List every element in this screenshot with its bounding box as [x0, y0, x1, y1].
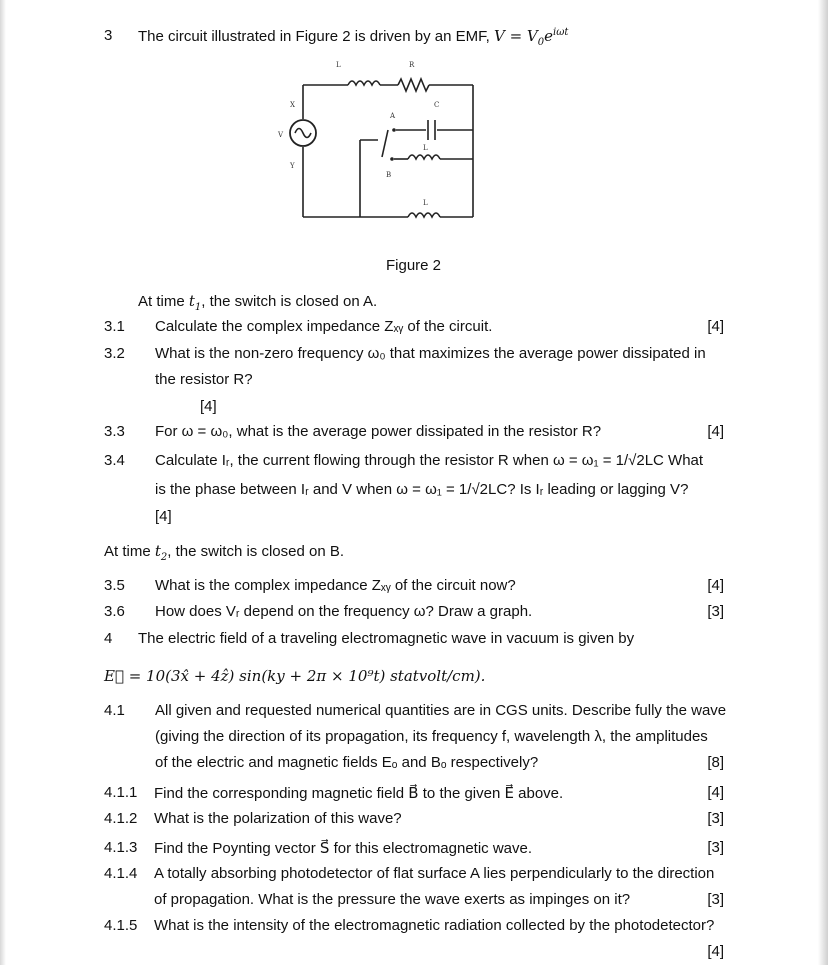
emf-formula [493, 27, 569, 48]
page-shadow-left [0, 0, 6, 965]
item-4-1-5-text: What is the intensity of the electromagnetic radiation collected by the photodetector? [154, 917, 715, 934]
item-3-5-number: 3.5 [104, 577, 125, 594]
emf-formula-sup: iωt [553, 27, 569, 38]
switch-a-var: t [188, 292, 195, 310]
item-4-1-2-mark: [3] [707, 810, 724, 827]
resistor [398, 79, 429, 91]
item-4-1-2-text: What is the polarization of this wave? [154, 810, 402, 827]
item-4-1-3-mark: [3] [707, 839, 724, 856]
item-4-1-4-line1: A totally absorbing photodetector of flat surface A lies perpendicularly to the direction [154, 865, 715, 882]
page-shadow-right [818, 0, 828, 965]
label-b: B [386, 171, 392, 179]
switch-b-pre: At time [104, 543, 155, 560]
label-y: Y [290, 162, 295, 170]
item-3-3-number: 3.3 [104, 423, 125, 440]
switch-a-post: , the switch is closed on A. [201, 293, 378, 310]
item-3-2-mark: [4] [200, 398, 217, 415]
item-4-1-4-mark: [3] [707, 891, 724, 908]
item-3-4-number: 3.4 [104, 452, 125, 469]
item-3-1-number: 3.1 [104, 318, 125, 335]
label-a: A [390, 112, 396, 120]
item-4-1-3-text: Find the Poynting vector S⃗ for this electromagnetic wave. [154, 840, 533, 857]
label-l-bottom: L [423, 199, 428, 207]
circuit-diagram [270, 55, 490, 230]
item-4-1-line1: All given and requested numerical quantities are in CGS units. Describe fully the wave [155, 702, 727, 719]
question-3-text [138, 27, 568, 48]
item-3-1-mark: [4] [707, 318, 724, 335]
terminal-b [390, 157, 394, 161]
emf-formula-sub: 0 [537, 37, 545, 48]
item-4-1-1-mark: [4] [707, 784, 724, 801]
item-3-5-mark: [4] [707, 577, 724, 594]
inductor-bottom [408, 213, 440, 217]
item-3-3-text: For ω = ω₀, what is the average power dissipated in the resistor R? [155, 423, 602, 440]
ac-wave-icon [295, 129, 311, 138]
item-3-2-line1: What is the non-zero frequency ω₀ that maximizes the average power dissipated in [155, 345, 706, 362]
item-3-6-number: 3.6 [104, 603, 125, 620]
item-4-1-1-number: 4.1.1 [104, 784, 138, 801]
switch-b-sub: 2 [160, 552, 168, 563]
item-3-6-mark: [3] [707, 603, 724, 620]
item-4-1-5-mark: [4] [707, 943, 724, 960]
item-3-4-mark: [4] [155, 508, 172, 525]
item-3-2-number: 3.2 [104, 345, 125, 362]
question-4-number: 4 [104, 630, 113, 647]
item-3-6-text: How does Vᵣ depend on the frequency ω? Draw a graph. [155, 603, 533, 620]
switch-b-post: , the switch is closed on B. [167, 543, 345, 560]
item-3-3-mark: [4] [707, 423, 724, 440]
item-4-1-mark: [8] [707, 754, 724, 771]
item-3-4-line2: is the phase between Iᵣ and V when ω = ω₁ = 1/√2LC? Is Iᵣ leading or lagging V? [155, 481, 689, 498]
item-4-1-line2: (giving the direction of its propagation, its frequency f, wavelength λ, the amplitudes [155, 728, 708, 745]
label-r: R [409, 61, 415, 69]
switch-a-pre: At time [138, 293, 189, 310]
switch-arm [382, 130, 388, 157]
item-4-1-4-number: 4.1.4 [104, 865, 138, 882]
item-3-2-line2: the resistor R? [155, 371, 253, 388]
switch-b-var: t [154, 542, 161, 560]
item-3-4-line1: Calculate Iᵣ, the current flowing through the resistor R when ω = ω₁ = 1/√2LC What [155, 452, 704, 469]
switch-a-statement [138, 292, 377, 313]
label-l-top: L [336, 61, 341, 69]
label-v: V [278, 131, 284, 139]
inductor-middle [408, 155, 440, 159]
question-3-lead: The circuit illustrated in Figure 2 is driven by an EMF, [138, 28, 494, 45]
switch-b-statement [104, 542, 344, 563]
item-4-1-4-line2: of propagation. What is the pressure the wave exerts as impinges on it? [154, 891, 631, 908]
question-4-text: The electric field of a traveling electromagnetic wave in vacuum is given by [138, 630, 635, 647]
item-4-1-5-number: 4.1.5 [104, 917, 138, 934]
switch-a-sub: 1 [194, 302, 202, 313]
item-4-1-number: 4.1 [104, 702, 125, 719]
emf-formula-lhs: V = V [493, 27, 538, 45]
question-3-number: 3 [104, 27, 113, 44]
label-l-mid: L [423, 144, 428, 152]
terminal-a [392, 128, 396, 132]
item-4-1-line3: of the electric and magnetic fields Eₒ and Bₒ respectively? [155, 754, 539, 771]
field-equation: E⃗ = 10(3x̂ + 4ẑ) sin(ky + 2π × 10⁹t) statvolt/cm). [104, 667, 486, 685]
inductor-top [348, 81, 380, 85]
label-x: X [290, 101, 295, 109]
item-4-1-3-number: 4.1.3 [104, 839, 138, 856]
item-4-1-2-number: 4.1.2 [104, 810, 138, 827]
figure-caption: Figure 2 [386, 257, 442, 274]
item-3-1-text: Calculate the complex impedance Zₓᵧ of the circuit. [155, 318, 493, 335]
item-4-1-1-text: Find the corresponding magnetic field B⃗ to the given E⃗ above. [154, 785, 564, 802]
emf-formula-base: e [544, 27, 554, 45]
item-3-5-text: What is the complex impedance Zₓᵧ of the circuit now? [155, 577, 516, 594]
label-c: C [434, 101, 440, 109]
